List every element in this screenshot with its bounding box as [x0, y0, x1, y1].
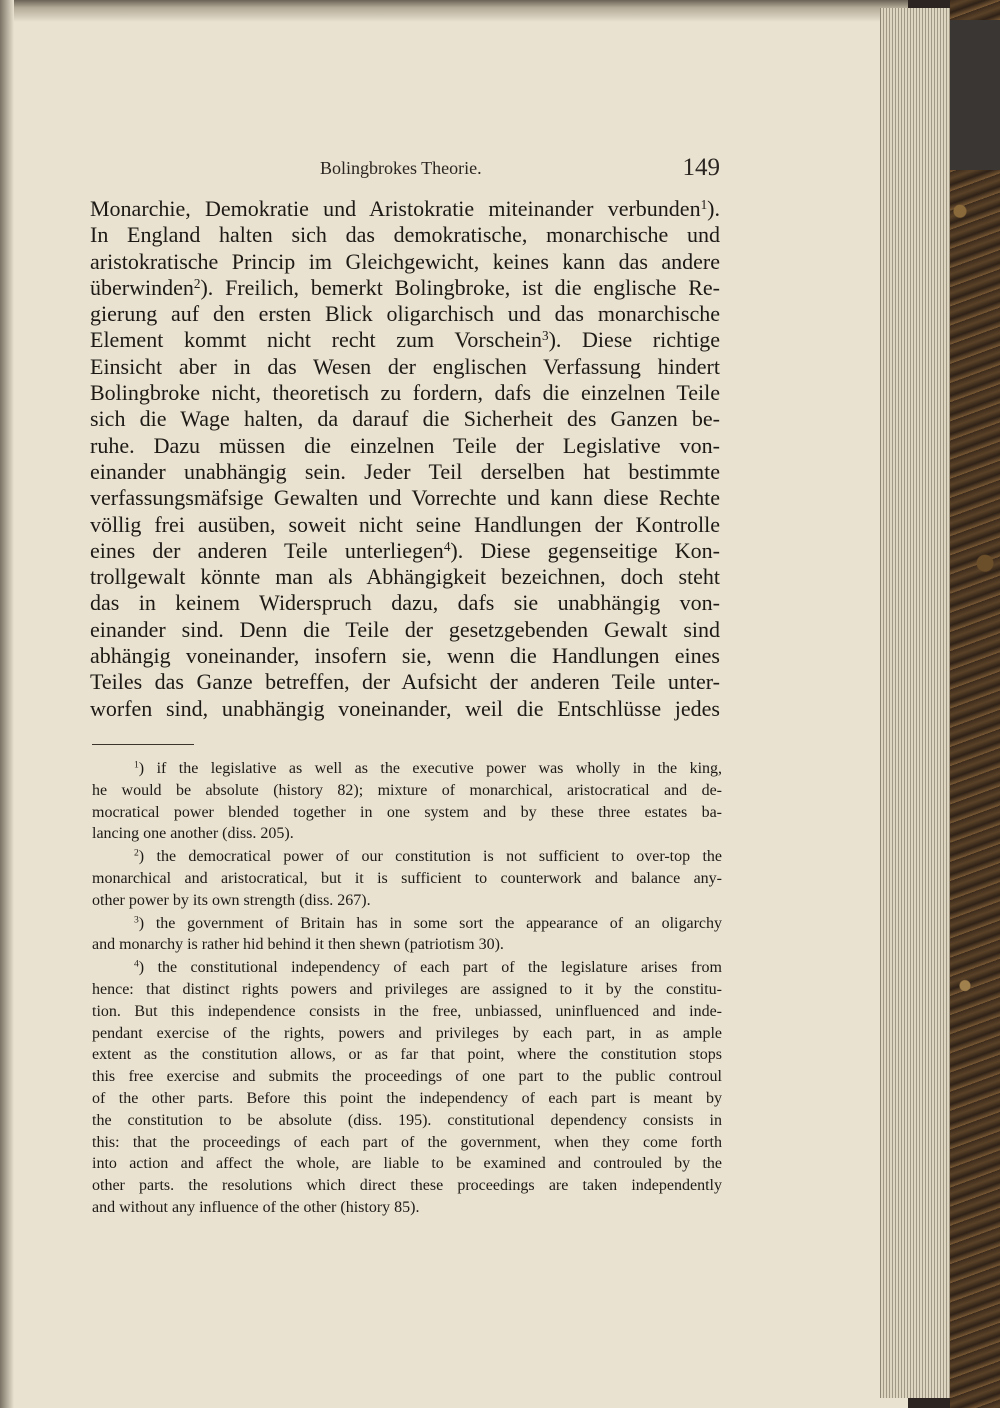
footnote-reference: 4 [443, 538, 451, 554]
footnote-line [92, 957, 722, 979]
body-line-text: Einsicht aber in das Wesen der englischen Verfassung hindert [90, 353, 720, 379]
footnote-text: mocratical power blended together in one system and by these three estates ba- [92, 803, 722, 821]
body-line [90, 327, 720, 353]
body-line [90, 617, 720, 643]
footnote-line [92, 823, 722, 845]
body-line [90, 354, 720, 380]
footnote-text: into action and affect the whole, are liable to be examined and controuled by the [92, 1155, 722, 1173]
footnote-text: monarchical and aristocratical, but it is sufficient to counterwork and balance any- [92, 869, 722, 887]
body-line-text: ). Freilich, bemerkt Bolingbroke, ist die englische Re- [200, 274, 720, 300]
footnote-reference: 2 [193, 275, 201, 291]
footnote-marker: 1 [134, 759, 139, 771]
footnote-text: the democratical power of our constitution is not sufficient to over-top the [156, 848, 723, 866]
body-line [90, 275, 720, 301]
body-line-text: sich die Wage halten, da darauf die Sicherheit des Ganzen be- [90, 406, 720, 432]
body-line-text: ruhe. Dazu müssen die einzelnen Teile der Legislative von- [90, 432, 720, 458]
footnote-line [92, 868, 722, 890]
footnote-marker-paren: ) [138, 760, 157, 777]
footnote-text: lancing one another (diss. 205). [92, 825, 294, 843]
body-line-text: Monarchie, Demokratie und Aristokratie miteinander verbunden [90, 196, 701, 221]
footnote-text: if the legislative as well as the executive power was wholly in the king, [156, 760, 723, 777]
footnote-line [92, 1153, 722, 1175]
body-line [90, 696, 720, 722]
body-line-text: Element kommt nicht recht zum Vorschein [90, 327, 542, 353]
footnote-line [92, 1088, 722, 1110]
footnote [92, 758, 722, 845]
footnote-line [92, 1197, 722, 1219]
body-line-text: eines der anderen Teile unterliegen [90, 537, 444, 563]
footnote-line [92, 1001, 722, 1023]
body-line [90, 380, 720, 406]
footnote-text: the government of Britain has in some sort the appearance of an oligarchy [155, 914, 722, 932]
footnote-text: this free exercise and submits the proceedings of one part to the public controul [92, 1068, 722, 1086]
body-line-text: gierung auf den ersten Blick oligarchisch und das monarchische [90, 301, 720, 327]
footnote-line [92, 1132, 722, 1154]
footnote-text: the constitution to be absolute (diss. 195). constitutional dependency consists in [92, 1111, 722, 1129]
footnote-text: he would be absolute (history 82); mixture of monarchical, aristocratical and de- [92, 781, 722, 799]
body-line [90, 512, 720, 538]
body-line [90, 590, 720, 616]
footnote-line [92, 979, 722, 1001]
body-line [90, 459, 720, 485]
footnote-rule [92, 744, 194, 745]
running-title: Bolingbrokes Theorie. [320, 158, 482, 178]
body-line-text: aristokratische Princip im Gleichgewicht, keines kann das andere [90, 248, 720, 274]
body-line-text: das in keinem Widerspruch dazu, dafs sie unabhängig von- [90, 590, 720, 616]
body-line-text: ). Diese richtige [548, 327, 720, 353]
page-edges [880, 8, 951, 1398]
footnote-text: and without any influence of the other (history 85). [92, 1198, 420, 1216]
footnote-line [92, 758, 722, 780]
footnote-marker-paren: ) [138, 914, 156, 932]
footnote-line [92, 934, 722, 956]
body-line [90, 249, 720, 275]
marbled-book-cover [950, 0, 1000, 1408]
footnote-line [92, 1023, 722, 1045]
page-gutter-shadow [0, 0, 14, 1408]
body-line [90, 222, 720, 248]
footnote-line [92, 890, 722, 912]
footnote-reference: 3 [541, 328, 549, 344]
footnote-text: and monarchy is rather hid behind it then shewn (patriotism 30). [92, 936, 504, 954]
footnote [92, 846, 722, 911]
footnote-line [92, 846, 722, 868]
footnote-text: pendant exercise of the rights, powers and privileges by each part, in as ample [92, 1024, 722, 1042]
body-line-text: völlig frei ausüben, soweit nicht seine Handlungen der Kontrolle [90, 511, 720, 537]
body-line [90, 301, 720, 327]
footnote-text: extent as the constitution allows, or as far that point, where the constitution stops [92, 1046, 722, 1064]
body-line [90, 196, 720, 222]
body-line-text: überwinden [90, 274, 194, 300]
footnote-marker: 4 [134, 958, 139, 970]
body-line [90, 669, 720, 695]
footnote-line [92, 780, 722, 802]
footnote-text: of the other parts. Before this point the independency of each part is meant by [92, 1089, 722, 1107]
body-line-text: ). [707, 196, 720, 221]
page-number: 149 [682, 154, 720, 181]
footnote-marker-paren: ) [138, 959, 158, 977]
footnote-text: other parts. the resolutions which direct these proceedings are taken independently [92, 1177, 722, 1195]
footnote-line [92, 1066, 722, 1088]
body-line-text: einander sind. Denn die Teile der gesetzgebenden Gewalt sind [90, 616, 720, 642]
footnote-text: tion. But this independence consists in the free, unbiassed, uninfluenced and inde- [92, 1002, 722, 1020]
footnotes [92, 758, 722, 1220]
body-line [90, 406, 720, 432]
footnote-line [92, 913, 722, 935]
footnote-marker: 2 [134, 847, 139, 859]
footnote-line [92, 1175, 722, 1197]
body-line-text: verfassungsmäfsige Gewalten und Vorrechte und kann diese Rechte [90, 485, 720, 511]
body-line-text: Teiles das Ganze betreffen, der Aufsicht der anderen Teile unter- [90, 669, 720, 695]
footnote [92, 957, 722, 1219]
running-head [90, 156, 720, 186]
body-line-text: Bolingbroke nicht, theoretisch zu fordern, dafs die einzelnen Teile [90, 380, 720, 406]
body-line-text: In England halten sich das demokratische, monarchische und [90, 222, 720, 248]
body-line-text: einander unabhängig sein. Jeder Teil derselben hat bestimmte [90, 458, 720, 484]
footnote-text: the constitutional independency of each part of the legislature arises from [157, 959, 722, 977]
footnote-marker-paren: ) [138, 848, 157, 866]
body-line [90, 485, 720, 511]
body-line [90, 564, 720, 590]
cover-spine-band [950, 20, 1000, 170]
footnote [92, 913, 722, 957]
footnote-line [92, 1110, 722, 1132]
body-line-text: worfen sind, unabhängig voneinander, weil die Entschlüsse jedes [90, 695, 720, 721]
footnote-marker: 3 [134, 914, 139, 926]
footnote-text: other power by its own strength (diss. 267). [92, 891, 371, 909]
body-line-text: trollgewalt könnte man als Abhängigkeit bezeichnen, doch steht [90, 564, 720, 590]
body-line-text: abhängig voneinander, insofern sie, wenn die Handlungen eines [90, 643, 720, 669]
body-line [90, 643, 720, 669]
footnote-line [92, 802, 722, 824]
footnote-line [92, 1044, 722, 1066]
main-text [90, 196, 720, 722]
body-line [90, 433, 720, 459]
footnote-text: this: that the proceedings of each part of the government, when they come forth [92, 1133, 722, 1151]
page-top-shadow [0, 0, 908, 22]
body-line [90, 538, 720, 564]
footnote-text: hence: that distinct rights powers and privileges are assigned to it by the constitu- [92, 980, 722, 998]
footnote-reference: 1 [700, 196, 708, 212]
body-line-text: ). Diese gegenseitige Kon- [450, 537, 720, 563]
